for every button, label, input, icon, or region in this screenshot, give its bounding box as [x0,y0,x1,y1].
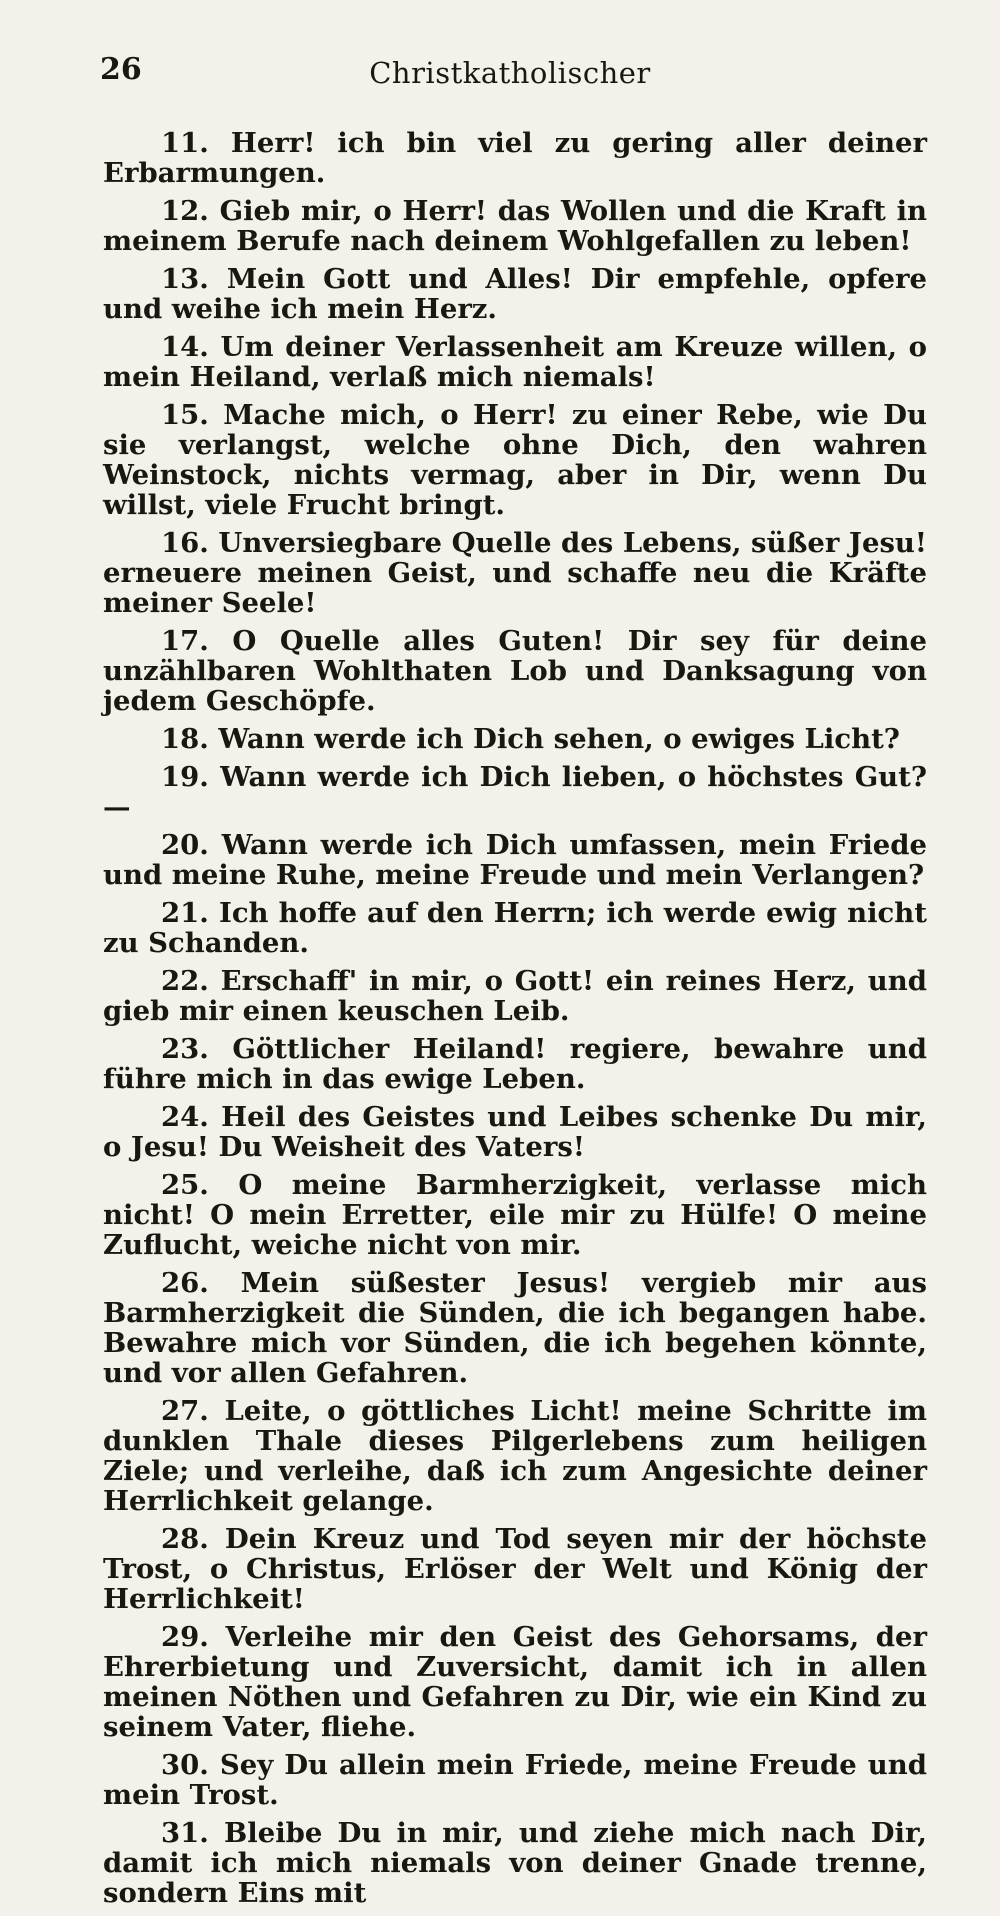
verse-text: Mein süßester Jesus! vergieb mir aus Barmherzigkeit die Sünden, die ich begangen habe. Bewahre mich vor Sünden, die ich begehen könnte, und vor allen Gefahren. [103,1267,928,1389]
verse-number: 27. [161,1395,209,1427]
verse-text: Wann werde ich Dich sehen, o ewiges Licht? [218,723,900,755]
verse-item [103,1102,927,1162]
verse-text: O meine Barmherzigkeit, verlasse mich nicht! O mein Erretter, eile mir zu Hülfe! O meine Zuflucht, weiche nicht von mir. [103,1169,927,1261]
verse-text: Mein Gott und Alles! Dir empfehle, opfere und weihe ich mein Herz. [103,263,927,325]
verse-number: 25. [161,1169,209,1201]
verse-text: O Quelle alles Guten! Dir sey für deine unzählbaren Wohlthaten Lob und Danksagung von jedem Geschöpfe. [103,625,927,717]
running-head [100,48,920,98]
verse-text: Herr! ich bin viel zu gering aller deiner Erbarmungen. [103,127,928,189]
verse-text: Heil des Geistes und Leibes schenke Du mir, o Jesu! Du Weisheit des Vaters! [103,1101,927,1163]
verse-number: 11. [161,127,209,159]
verse-text: Leite, o göttliches Licht! meine Schritte im dunklen Thale dieses Pilgerlebens zum heiligen Ziele; und verleihe, daß ich zum Angesichte deiner Herrlichkeit gelange. [103,1395,927,1517]
verse-item [103,1818,927,1908]
verse-text: Göttlicher Heiland! regiere, bewahre und führe mich in das ewige Leben. [103,1033,927,1095]
verse-number: 31. [161,1817,209,1849]
verse-number: 13. [161,263,209,295]
verse-list [103,128,927,1916]
verse-number: 17. [161,625,209,657]
verse-text: Bleibe Du in mir, und ziehe mich nach Dir, damit ich mich niemals von deiner Gnade trenne, sondern Eins mit [103,1817,928,1909]
verse-number: 16. [161,527,209,559]
verse-number: 29. [161,1621,209,1653]
verse-number: 22. [161,965,209,997]
verse-number: 30. [161,1749,209,1781]
verse-text: Um deiner Verlassenheit am Kreuze willen, o mein Heiland, verlaß mich niemals! [103,331,927,393]
verse-item [103,1524,927,1614]
verse-text: Wann werde ich Dich lieben, o höchstes Gut? — [103,761,927,823]
verse-item [103,762,927,822]
verse-item [103,830,927,890]
verse-item [103,1170,927,1260]
verse-number: 12. [161,195,209,227]
verse-number: 18. [161,723,209,755]
verse-text: Gieb mir, o Herr! das Wollen und die Kraft in meinem Berufe nach deinem Wohlgefallen zu leben! [103,195,928,257]
verse-item [103,1268,927,1388]
verse-text: Dein Kreuz und Tod seyen mir der höchste Trost, o Christus, Erlöser der Welt und König der Herrlichkeit! [103,1523,927,1615]
verse-number: 24. [161,1101,209,1133]
verse-item [103,724,927,754]
verse-number: 20. [161,829,209,861]
verse-number: 26. [161,1267,209,1299]
running-title: Christkatholischer [369,56,651,90]
verse-text: Unversiegbare Quelle des Lebens, süßer Jesu! erneuere meinen Geist, und schaffe neu die Kräfte meiner Seele! [103,527,927,619]
verse-item [103,128,927,188]
verse-item [103,1396,927,1516]
verse-item [103,626,927,716]
verse-text: Verleihe mir den Geist des Gehorsams, der Ehrerbietung und Zuversicht, damit ich in allen meinen Nöthen und Gefahren zu Dir, wie ein Kind zu seinem Vater, fliehe. [103,1621,928,1743]
verse-item [103,264,927,324]
verse-item [103,196,927,256]
verse-item [103,1622,927,1742]
verse-item [103,898,927,958]
verse-item [103,400,927,520]
verse-number: 19. [161,761,209,793]
verse-number: 21. [161,897,209,929]
verse-number: 23. [161,1033,209,1065]
verse-number: 15. [161,399,209,431]
verse-item [103,332,927,392]
verse-text: Erschaff' in mir, o Gott! ein reines Herz, und gieb mir einen keuschen Leib. [103,965,927,1027]
verse-number: 28. [161,1523,209,1555]
verse-item [103,528,927,618]
verse-text: Mache mich, o Herr! zu einer Rebe, wie Du sie verlangst, welche ohne Dich, den wahren Weinstock, nichts vermag, aber in Dir, wenn Du willst, viele Frucht bringt. [103,399,928,521]
verse-item [103,1034,927,1094]
verse-item [103,966,927,1026]
verse-text: Wann werde ich Dich umfassen, mein Friede und meine Ruhe, meine Freude und mein Verlangen? [103,829,927,891]
verse-text: Sey Du allein mein Friede, meine Freude und mein Trost. [103,1749,927,1811]
verse-text: Ich hoffe auf den Herrn; ich werde ewig nicht zu Schanden. [103,897,928,959]
page-number: 26 [100,52,142,87]
verse-item [103,1750,927,1810]
verse-number: 14. [161,331,209,363]
